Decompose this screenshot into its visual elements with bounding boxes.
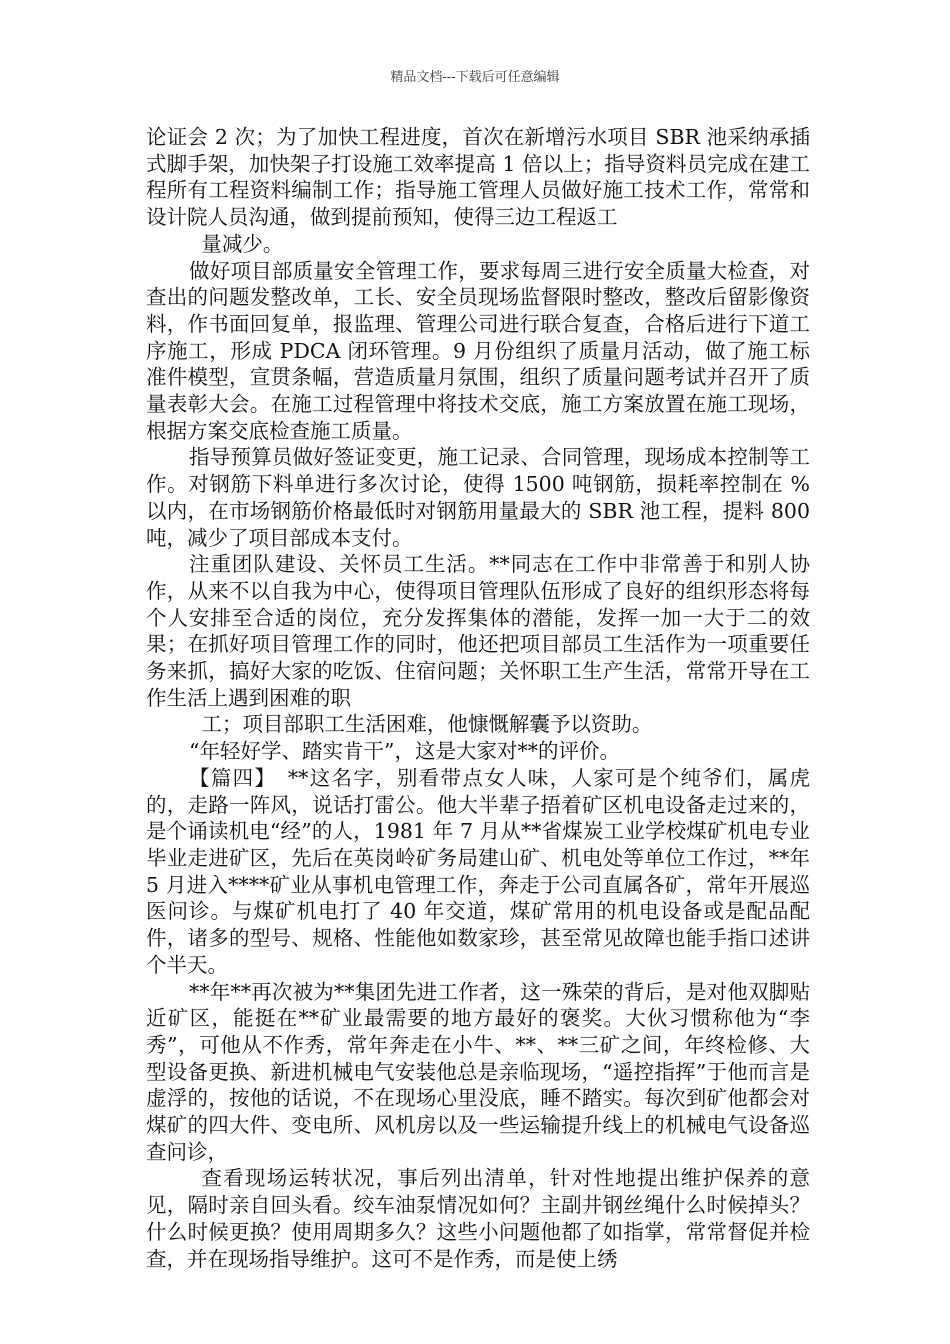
document-body (146, 124, 810, 1272)
paragraph-continuation: 工；项目部职工生活困难，他慷慨解囊予以资助。 (201, 712, 653, 737)
section-paragraph: 【篇四】 **这名字，别看带点女人味，人家可是个纯爷们，属虎的，走路一阵风，说话打雷公。他大半辈子捂着矿区机电设备走过来的，是个诵读机电“经”的人，1981 年 7 月从**省煤炭工业学校煤矿机电专业毕业走进矿区，先后在英岗岭矿务局建山矿、机电处等单位工作过，**年 5 月进入****矿业从事机电管理工作，奔走于公司直属各矿，常年开展巡医问诊。与煤矿机电打了 40 年交道，煤矿常用的机电设备或是配品配件，诸多的型号、规格、性能他如数家珍，甚至常见故障也能手指口述讲个半天。 (146, 765, 810, 977)
paragraph: 做好项目部质量安全管理工作，要求每周三进行安全质量大检查，对查出的问题发整改单，工长、安全员现场监督限时整改，整改后留影像资料，作书面回复单，报监理、管理公司进行联合复查，合格后进行下道工序施工，形成 PDCA 闭环管理。9 月份组织了质量月活动，做了施工标准件模型，宣贯条幅，营造质量月氛围，组织了质量问题考试并召开了质量表彰大会。在施工过程管理中将技术交底，施工方案放置在施工现场，根据方案交底检查施工质量。 (146, 258, 810, 443)
paragraph: 注重团队建设、关怀员工生活。**同志在工作中非常善于和别人协作，从来不以自我为中心，使得项目管理队伍形成了良好的组织形态将每个人安排至合适的岗位，充分发挥集体的潜能，发挥一加一大于二的效果；在抓好项目管理工作的同时，他还把项目部员工生活作为一项重要任务来抓，搞好大家的吃饭、住宿问题；关怀职工生产生活，常常开导在工作生活上遇到困难的职 (146, 552, 810, 710)
paragraph-continuation: 查看现场运转状况，事后列出清单，针对性地提出维护保养的意见，隔时亲自回头看。绞车油泵情况如何？主副井钢丝绳什么时候掉头？什么时候更换？使用周期多久？这些小问题他都了如指掌，常常督促并检查，并在现场指导维护。这可不是作秀，而是使上绣 (146, 1166, 810, 1271)
paragraph-continuation: 量减少。 (201, 231, 284, 256)
paragraph: 论证会 2 次；为了加快工程进度，首次在新增污水项目 SBR 池采纳承插式脚手架，加快架子打设施工效率提高 1 倍以上；指导资料员完成在建工程所有工程资料编制工作；指导施工管理人员做好施工技术工作，常常和设计院人员沟通，做到提前预知，使得三边工程返工 (146, 125, 810, 230)
paragraph: **年**再次被为**集团先进工作者，这一殊荣的背后，是对他双脚贴近矿区，能挺在**矿业最需要的地方最好的褒奖。大伙习惯称他为“李秀”，可他从不作秀，常年奔走在小牛、**、**三矿之间，年终检修、大型设备更换、新进机械电气安装他总是亲临现场，“遥控指挥”于他而言是虚浮的，按他的话说，不在现场心里没底，睡不踏实。每次到矿他都会对煤矿的四大件、变电所、风机房以及一些运输提升线上的机械电气设备巡查问诊， (146, 979, 810, 1164)
page-header: 精品文档---下载后可任意编辑 (390, 70, 560, 85)
paragraph: 指导预算员做好签证变更，施工记录、合同管理，现场成本控制等工作。对钢筋下料单进行多次讨论，使得 1500 吨钢筋，损耗率控制在 %以内，在市场钢筋价格最低时对钢筋用量最大的 SBR 池工程，提料 800 吨，减少了项目部成本支付。 (146, 445, 810, 550)
paragraph: “年轻好学、踏实肯干”，这是大家对**的评价。 (189, 739, 621, 764)
